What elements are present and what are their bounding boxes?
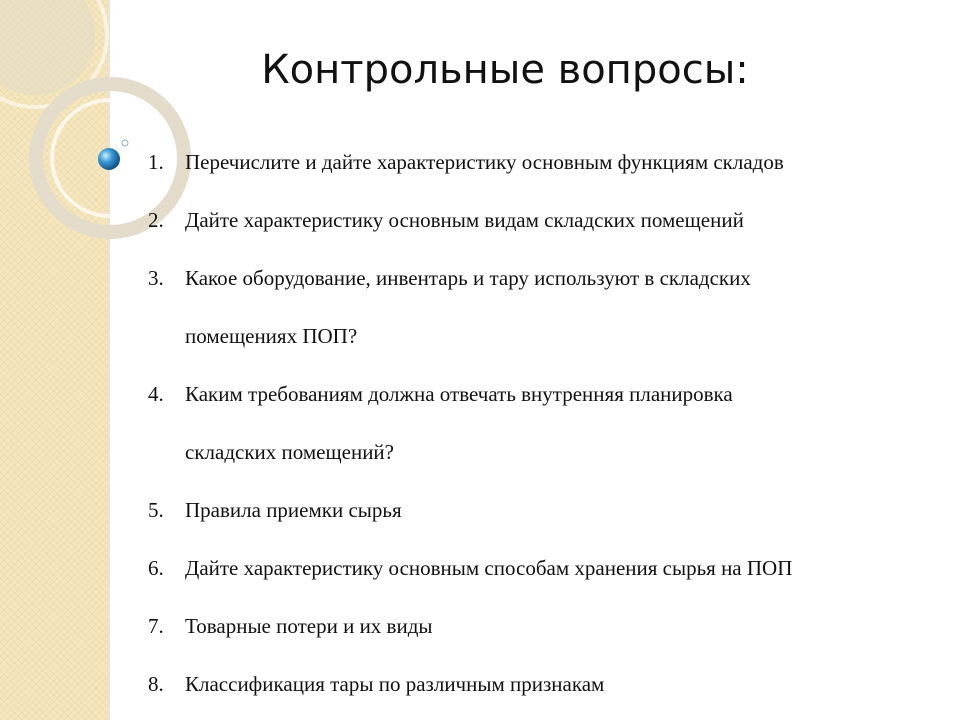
list-item [148,481,938,539]
list-item-number: 8. [148,672,164,696]
list-item-text: Классификация тары по различным признакам [185,672,605,696]
list-item-text: Правила приемки сырья [185,498,402,522]
list-item-number: 2. [148,208,164,232]
list-item [148,539,938,597]
list-item [148,597,938,655]
list-item-number: 4. [148,382,164,406]
list-item-number: 5. [148,498,164,522]
list-item [148,191,938,249]
list-item-text: Дайте характеристику основным видам складских помещений [185,208,744,232]
list-item [148,365,938,481]
list-item-text: Каким требованиям должна отвечать внутренняя планировка складских помещений? [185,382,733,464]
side-panel-edge [107,0,110,720]
slide-title: Контрольные вопросы: [261,47,749,93]
list-item [148,249,938,365]
list-item-number: 3. [148,266,164,290]
list-item-text: Перечислите и дайте характеристику основным функциям складов [185,150,784,174]
decorative-side-panel [0,0,107,720]
list-item-text: Какое оборудование, инвентарь и тару используют в складских помещениях ПОП? [185,266,751,348]
list-item-number: 1. [148,150,164,174]
questions-list [148,133,938,713]
list-item-text: Дайте характеристику основным способам хранения сырья на ПОП [185,556,793,580]
small-ring-dot [122,140,128,146]
list-item [148,133,938,191]
list-item-number: 7. [148,614,164,638]
list-item-number: 6. [148,556,164,580]
list-item-text: Товарные потери и их виды [185,614,433,638]
list-item [148,655,938,713]
